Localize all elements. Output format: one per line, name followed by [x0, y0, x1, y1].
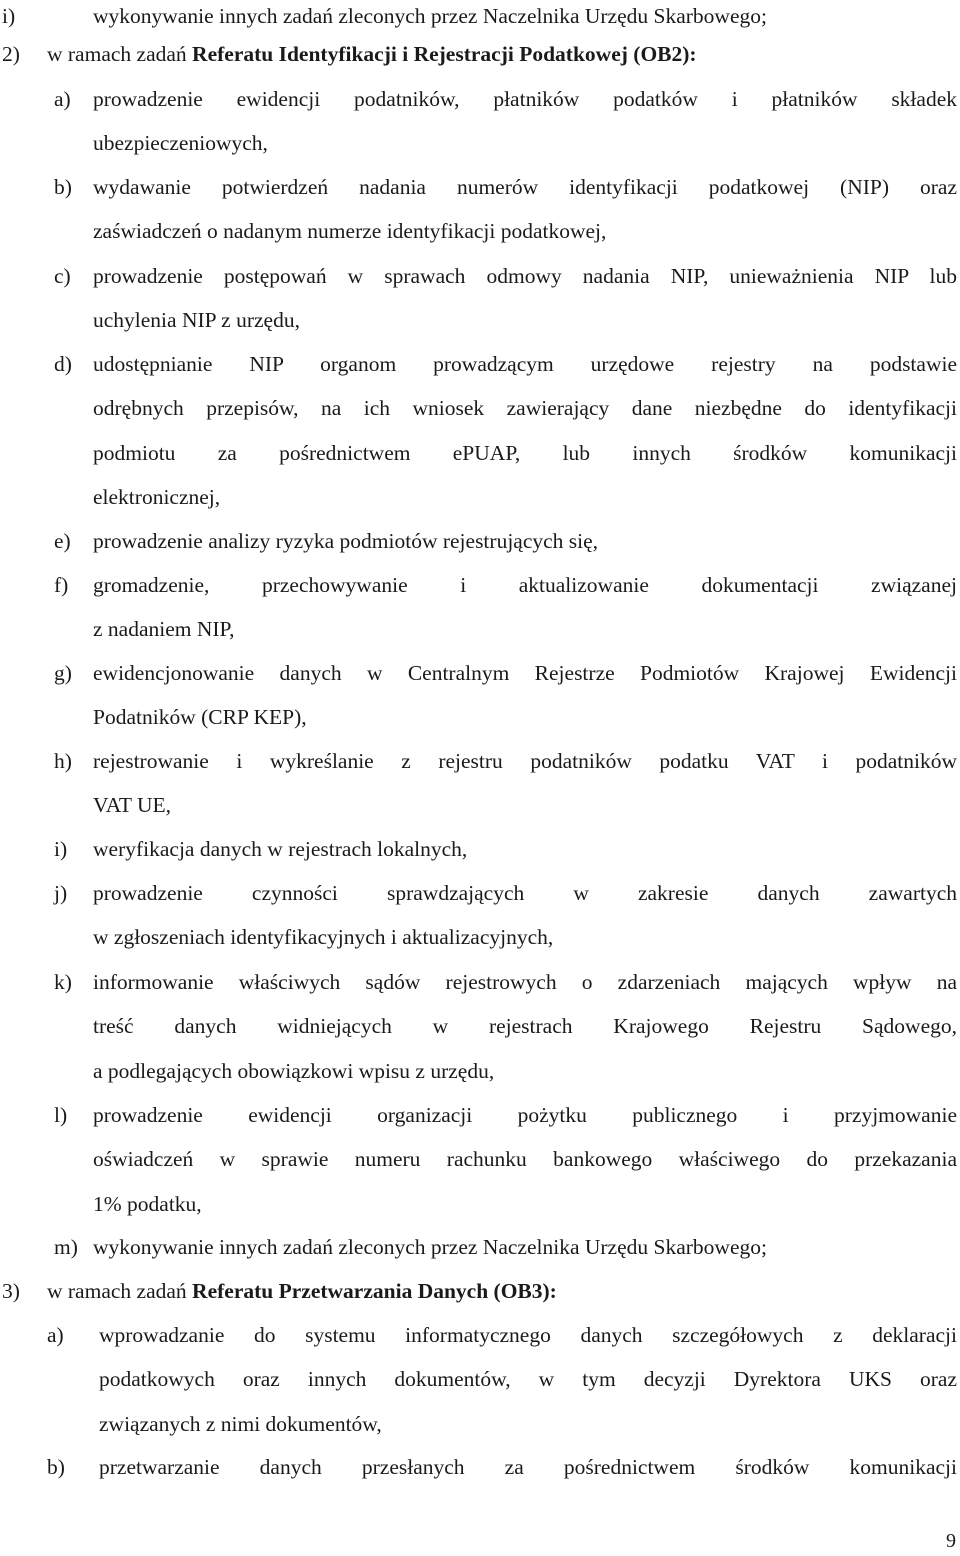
item-text: weryfikacja danych w rejestrach lokalnych, [93, 837, 468, 861]
item-text: prowadzenie ewidencji organizacji pożytku publicznego i przyjmowanie oświadczeń w sprawie numeru rachunku bankowego właściwego do przekazania 1% podatku, [93, 1103, 957, 1216]
section-label: 2) [2, 42, 20, 66]
item-text: ewidencjonowanie danych w Centralnym Rejestrze Podmiotów Krajowej Ewidencji Podatników (CRP KEP), [93, 661, 957, 730]
item-text: rejestrowanie i wykreślanie z rejestru podatników podatku VAT i podatników VAT UE, [93, 749, 957, 818]
section-label: 3) [2, 1279, 20, 1303]
item-text: prowadzenie czynności sprawdzających w zakresie danych zawartych w zgłoszeniach identyfikacyjnych i aktualizacyjnych, [93, 881, 957, 950]
item-label: l) [54, 1103, 68, 1127]
section-title: Referatu Identyfikacji i Rejestracji Podatkowej (OB2): [192, 42, 697, 66]
item-label: b) [54, 175, 72, 199]
item-text: prowadzenie ewidencji podatników, płatników podatków i płatników składek ubezpieczeniowych, [93, 87, 957, 156]
item-text: wydawanie potwierdzeń nadania numerów identyfikacji podatkowej (NIP) oraz zaświadczeń o nadanym numerze identyfikacji podatkowej, [93, 175, 957, 244]
item-label: a) [47, 1323, 64, 1347]
section-intro: w ramach zadań [47, 42, 187, 66]
item-label: g) [54, 661, 72, 685]
item-text: wykonywanie innych zadań zleconych przez Naczelnika Urzędu Skarbowego; [93, 1235, 767, 1259]
item-text: prowadzenie analizy ryzyka podmiotów rejestrujących się, [93, 529, 599, 553]
item-text: informowanie właściwych sądów rejestrowych o zdarzeniach mających wpływ na treść danych widniejących w rejestrach Krajowego Rejestru Sądowego, a podlegających obowiązkowi wpisu z urzędu, [93, 970, 957, 1083]
section-heading-text [47, 32, 960, 76]
item-label: c) [54, 264, 71, 288]
item-text: gromadzenie, przechowywanie i aktualizowanie dokumentacji związanej z nadaniem NIP, [93, 573, 957, 642]
item-label: e) [54, 529, 71, 553]
page-number: 9 [946, 1530, 956, 1552]
item-label: m) [54, 1235, 78, 1259]
section-intro: w ramach zadań [47, 1279, 187, 1303]
section-heading-text [47, 1269, 960, 1313]
item-text: wykonywanie innych zadań zleconych przez Naczelnika Urzędu Skarbowego; [93, 4, 767, 28]
item-text: prowadzenie postępowań w sprawach odmowy nadania NIP, unieważnienia NIP lub uchylenia NIP z urzędu, [93, 264, 957, 333]
section-3-heading [0, 1269, 960, 1313]
item-label: i) [54, 837, 68, 861]
item-text: przetwarzanie danych przesłanych za pośrednictwem środków komunikacji [99, 1455, 957, 1479]
section-title: Referatu Przetwarzania Danych (OB3): [192, 1279, 557, 1303]
item-label: a) [54, 87, 71, 111]
item-label: b) [47, 1455, 65, 1479]
item-text: wprowadzanie do systemu informatycznego danych szczegółowych z deklaracji podatkowych oraz innych dokumentów, w tym decyzji Dyrektora UKS oraz związanych z nimi dokumentów, [99, 1323, 957, 1436]
section-2-heading [0, 32, 960, 76]
item-label: d) [54, 352, 72, 376]
item-label: f) [54, 573, 69, 597]
item-label: h) [54, 749, 72, 773]
item-text: udostępnianie NIP organom prowadzącym urzędowe rejestry na podstawie odrębnych przepisów, na ich wniosek zawierający dane niezbędne do identyfikacji podmiotu za pośrednictwem ePUAP, lub innych środków komunikacji elektronicznej, [93, 352, 957, 509]
item-label: i) [2, 4, 16, 28]
item-label: k) [54, 970, 72, 994]
item-label: j) [54, 881, 68, 905]
